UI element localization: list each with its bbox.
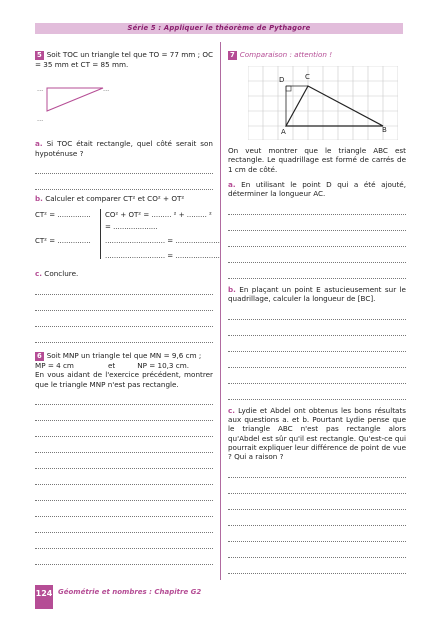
triangle-toc-figure — [35, 69, 213, 129]
answer-line — [35, 485, 213, 501]
answer-line — [228, 231, 406, 247]
page-header: Série 5 : Appliquer le théorème de Pythagore — [35, 23, 403, 34]
answer-line — [35, 421, 213, 437]
answer-line — [35, 517, 213, 533]
ex5-calculation-table — [35, 207, 220, 267]
answer-line — [35, 501, 213, 517]
answer-line — [35, 533, 213, 549]
right-column — [228, 46, 406, 574]
ex7-question-c: c. Lydie et Abdel ont obtenus les bons résultats aux questions a. et b. Pourtant Lydie pense que le triangle ABC n'est pas rectangle alors qu'Abdel est sûr qu'il est rectangle. Qu'est-ce qui pourrait expliquer leur différence de point de vue ? Qui a raison ? — [228, 405, 406, 462]
answer-line — [228, 352, 406, 368]
ex7-question-b: b. En plaçant un point E astucieusement sur le quadrillage, calculer la longueur de [BC]. — [228, 284, 406, 304]
calc-ct2-second: CT² = ............... — [35, 237, 91, 246]
ex7-title: Comparaison : attention ! — [239, 50, 333, 59]
answer-line — [35, 405, 213, 421]
answer-line — [228, 510, 406, 526]
answer-line — [228, 247, 406, 263]
answer-line — [35, 469, 213, 485]
answer-line — [228, 526, 406, 542]
answer-line — [35, 327, 213, 343]
answer-line — [228, 462, 406, 478]
vertex-label-bottom: ... — [37, 115, 44, 124]
point-label-a: A — [281, 128, 286, 136]
answer-line — [228, 304, 406, 320]
answer-line — [35, 453, 213, 469]
column-divider — [220, 42, 221, 580]
point-label-c: C — [305, 73, 310, 81]
answer-line — [228, 478, 406, 494]
grid-triangle-drawing — [248, 66, 398, 140]
answer-line — [35, 174, 213, 190]
ex7-grid-figure — [248, 66, 398, 140]
answer-line — [228, 384, 406, 400]
answer-line — [228, 368, 406, 384]
ex6-statement: 6 Soit MNP un triangle tel que MN = 9,6 cm ; MP = 4 cm et NP = 10,3 cm. En vous aidant de l'exercice précédent, montrer que le triangle MNP n'est pas rectangle. — [35, 350, 213, 389]
calc-eq2: ........................... = .................... — [105, 237, 220, 246]
ex7-intro: On veut montrer que le triangle ABC est rectangle. Le quadrillage est formé de carrés de 1 cm de côté. — [228, 146, 406, 174]
answer-line — [228, 336, 406, 352]
answer-line — [228, 320, 406, 336]
footer-chapter-title: Géométrie et nombres : Chapitre G2 — [58, 588, 202, 596]
calc-eq3: ........................... = .................... — [105, 252, 220, 261]
left-column — [35, 46, 220, 565]
vertex-label-top-right: ... — [103, 85, 110, 94]
ex7-heading — [228, 50, 406, 60]
ex7-number: 7 — [230, 51, 235, 59]
ex7-question-a: a. En utilisant le point D qui a été ajouté, déterminer la longueur AC. — [228, 180, 406, 199]
answer-line — [35, 295, 213, 311]
ex5-statement: 5 Soit TOC un triangle tel que TO = 77 mm ; OC = 35 mm et CT = 85 mm. — [35, 50, 213, 69]
ex5-number: 5 — [37, 51, 42, 59]
answer-line — [228, 199, 406, 215]
answer-line — [228, 494, 406, 510]
answer-line — [228, 215, 406, 231]
calc-co-ot: CO² + OT² = ......... ² + ......... ² — [105, 211, 212, 220]
answer-line — [228, 558, 406, 574]
ex6-number: 6 — [37, 351, 42, 360]
ex5-question-a: a. Si TOC était rectangle, quel côté serait son hypoténuse ? — [35, 139, 213, 158]
answer-line — [228, 542, 406, 558]
answer-line — [35, 549, 213, 565]
answer-line — [35, 311, 213, 327]
calc-ct2-first: CT² = ............... — [35, 211, 91, 220]
ex5-question-b: b. Calculer et comparer CT² et CO² + OT² — [35, 194, 185, 204]
point-label-d: D — [279, 76, 285, 84]
triangle-toc-drawing — [35, 69, 213, 129]
answer-line — [35, 279, 213, 295]
answer-line — [35, 158, 213, 174]
ex5-question-c: c. Conclure. — [35, 269, 79, 279]
point-label-b: B — [382, 126, 387, 134]
calc-separator — [100, 209, 101, 259]
calc-eq1: = .................... — [105, 223, 158, 232]
page-number: 124 — [35, 585, 53, 609]
answer-line — [35, 389, 213, 405]
answer-line — [228, 263, 406, 279]
vertex-label-top-left: ... — [37, 85, 44, 94]
answer-line — [35, 437, 213, 453]
